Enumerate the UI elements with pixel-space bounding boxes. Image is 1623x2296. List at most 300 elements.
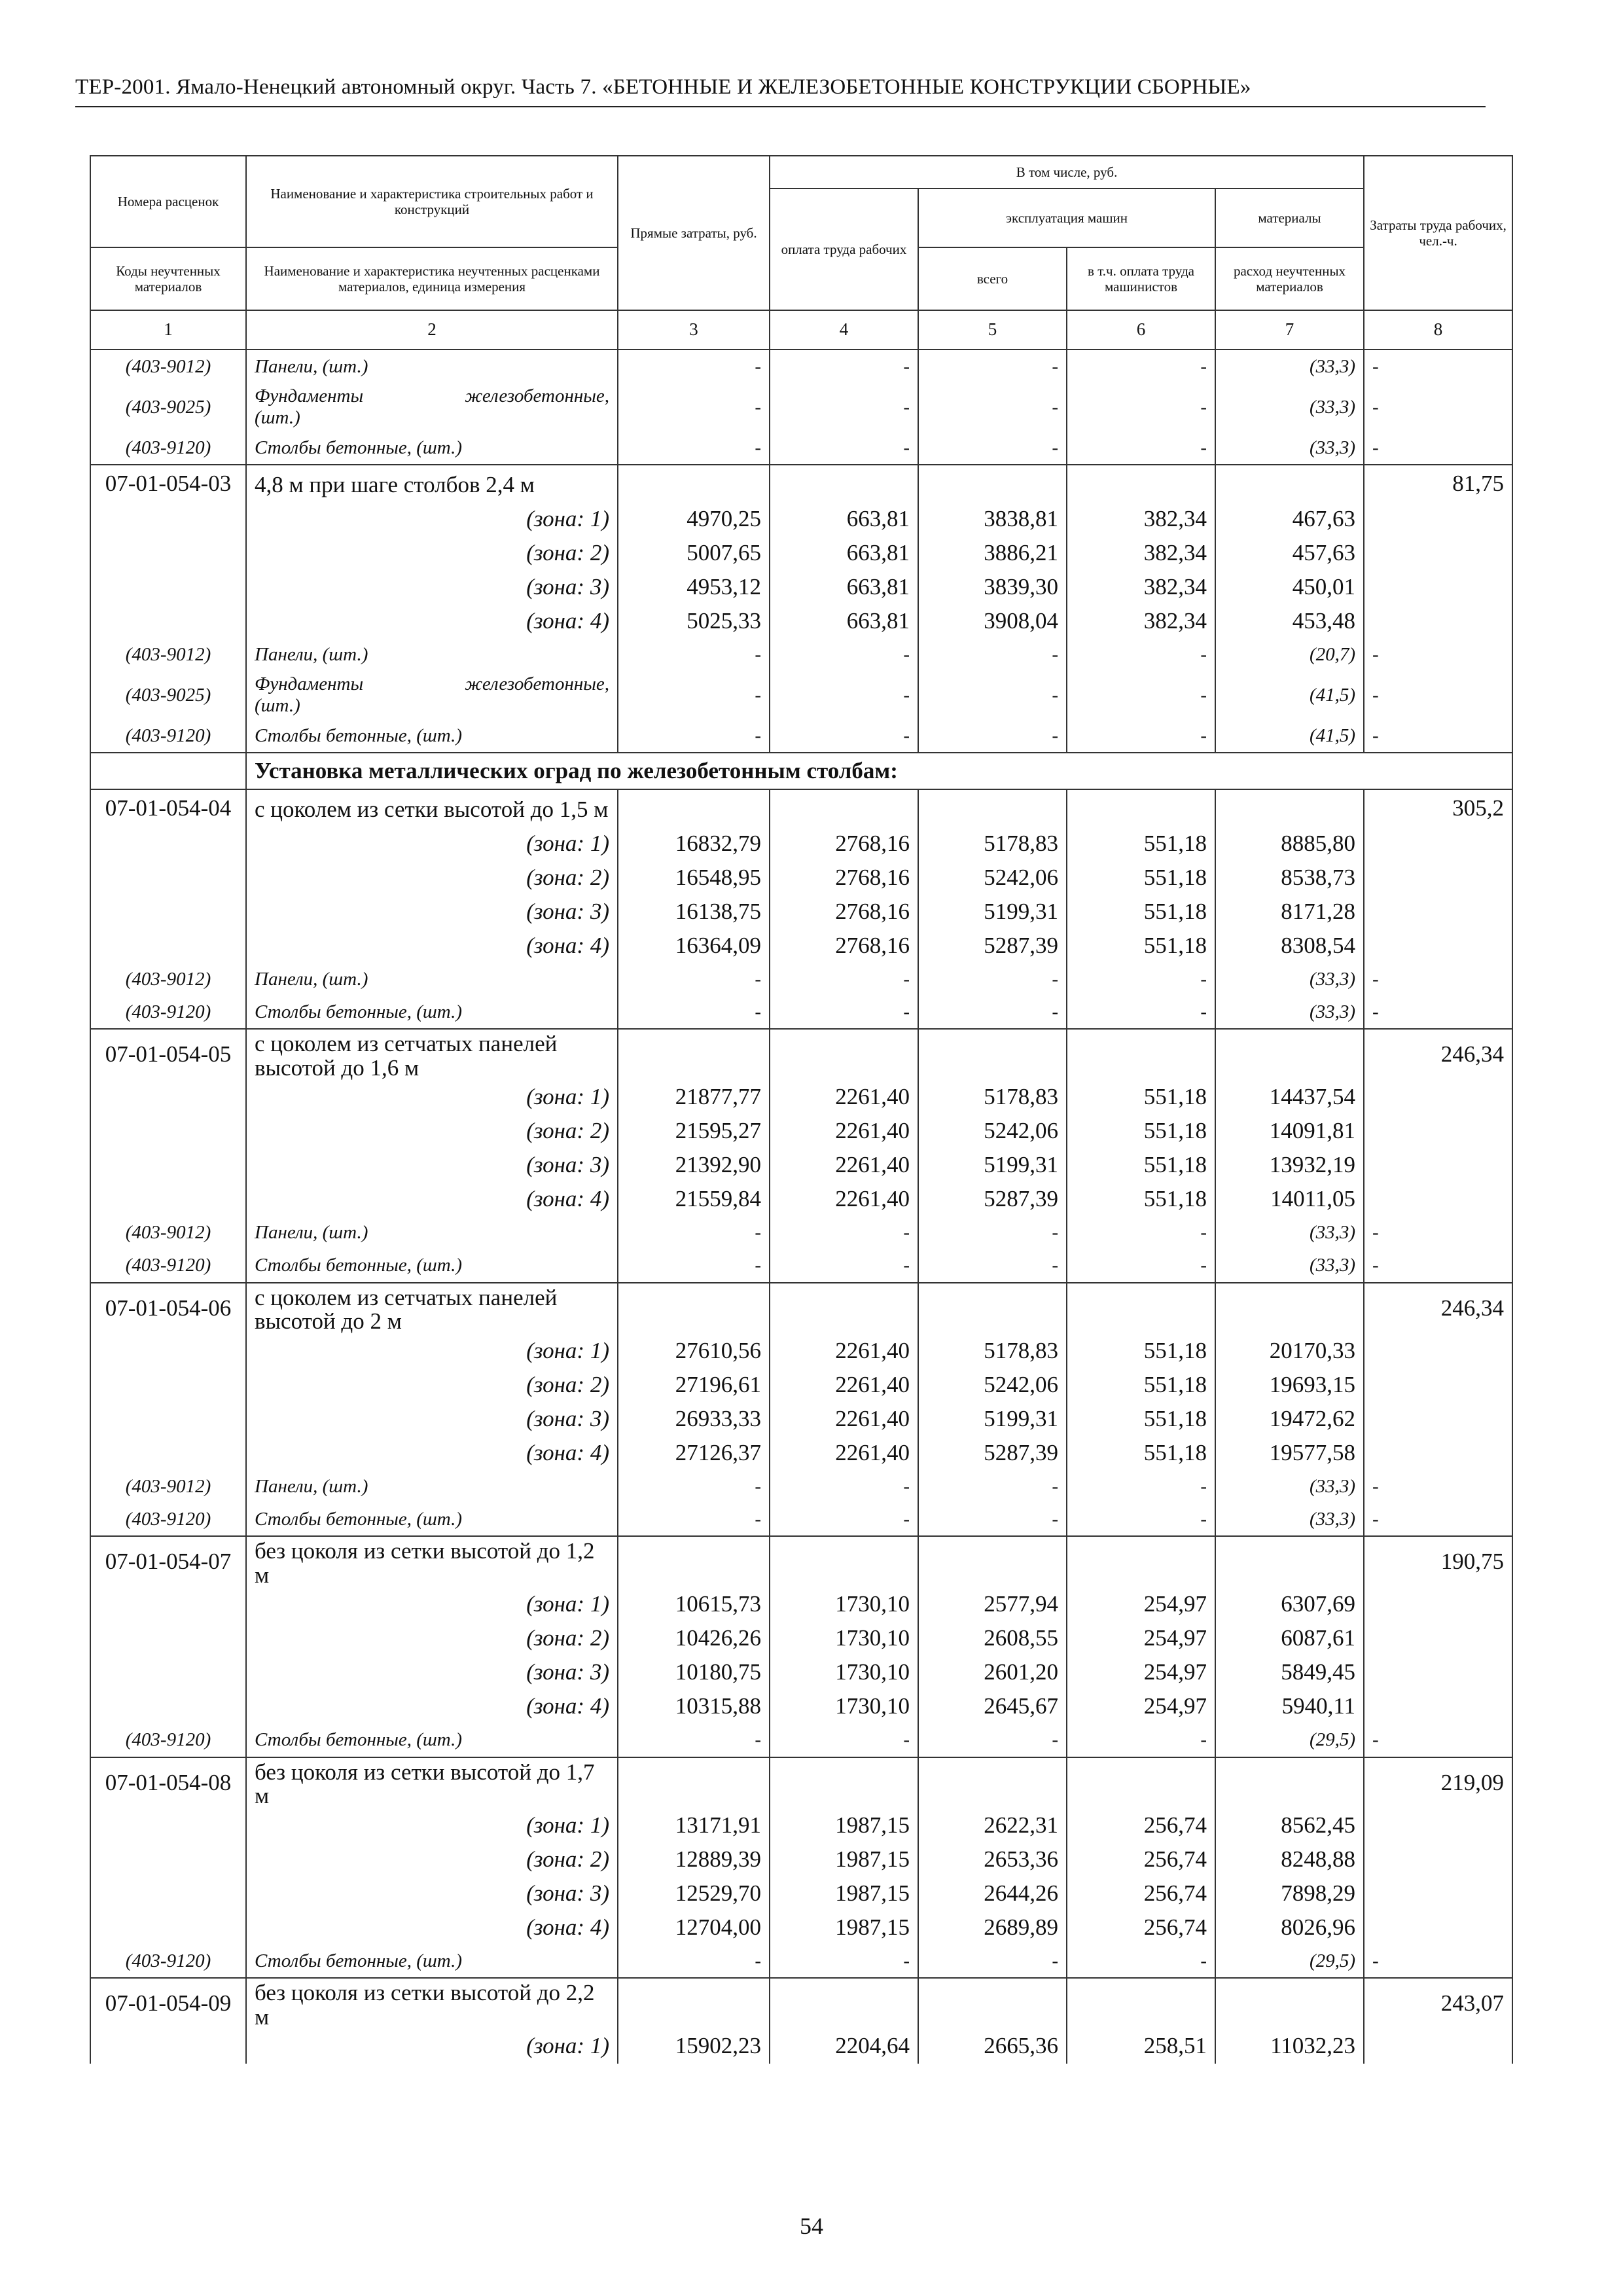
worker-pay: 1730,10 <box>770 1690 918 1724</box>
worker-pay: 2204,64 <box>770 2030 918 2064</box>
rate-title-row <box>90 465 1512 502</box>
worker-pay: - <box>770 1249 918 1283</box>
zone-row <box>90 1436 1512 1470</box>
machinist-pay: 551,18 <box>1067 895 1215 929</box>
direct-cost: 26933,33 <box>618 1402 770 1436</box>
machinist-pay: 551,18 <box>1067 929 1215 963</box>
machines-total: 2665,36 <box>918 2030 1067 2064</box>
material-name: Столбы бетонные, (шт.) <box>246 996 618 1029</box>
zone-row <box>90 2030 1512 2064</box>
material-name: Панели, (шт.) <box>246 963 618 996</box>
empty-cell <box>90 1622 246 1656</box>
zone-label: (зона: 1) <box>246 1808 618 1842</box>
zone-label: (зона: 3) <box>246 1402 618 1436</box>
labor-cost: 190,75 <box>1364 1536 1512 1588</box>
direct-cost: 16832,79 <box>618 827 770 861</box>
worker-pay: 2261,40 <box>770 1402 918 1436</box>
material-code: (403-9012) <box>90 350 246 383</box>
empty-cell <box>90 1183 246 1217</box>
machinist-pay: - <box>1067 638 1215 671</box>
empty-cell <box>918 1536 1067 1588</box>
empty-cell <box>1364 536 1512 570</box>
materials-cost: 8308,54 <box>1215 929 1364 963</box>
material-name: Столбы бетонные, (шт.) <box>246 1249 618 1283</box>
zone-label: (зона: 2) <box>246 861 618 895</box>
direct-cost: - <box>618 1724 770 1757</box>
empty-cell <box>1067 1536 1215 1588</box>
worker-pay: - <box>770 1503 918 1536</box>
rate-title-row <box>90 1029 1512 1081</box>
material-code: (403-9012) <box>90 638 246 671</box>
materials-qty: (33,3) <box>1215 1217 1364 1249</box>
machinist-pay: - <box>1067 350 1215 383</box>
empty-cell <box>1067 1029 1215 1081</box>
machines-total: 2653,36 <box>918 1842 1067 1876</box>
rate-code: 07-01-054-08 <box>90 1757 246 1809</box>
page-header: ТЕР-2001. Ямало-Ненецкий автономный округ. Часть 7. «БЕТОННЫЕ И ЖЕЛЕЗОБЕТОННЫЕ КОНСТРУКЦИИ СБОРНЫЕ» <box>75 75 1486 107</box>
rate-title-row <box>90 1978 1512 2030</box>
worker-pay: 1987,15 <box>770 1910 918 1945</box>
material-code: (403-9120) <box>90 1724 246 1757</box>
empty-cell <box>770 1978 918 2030</box>
empty-cell <box>1067 789 1215 827</box>
material-code: (403-9120) <box>90 1945 246 1978</box>
empty-cell <box>1364 1842 1512 1876</box>
column-number: 5 <box>918 310 1067 350</box>
machinist-pay: 551,18 <box>1067 1081 1215 1115</box>
col2-bottom-header: Наименование и характеристика неучтенных расценками материалов, единица измерения <box>246 247 618 310</box>
machinist-pay: - <box>1067 1249 1215 1283</box>
col4-header: оплата труда рабочих <box>770 188 918 310</box>
rate-title-row <box>90 1536 1512 1588</box>
worker-pay: 1730,10 <box>770 1622 918 1656</box>
empty-cell <box>1364 1656 1512 1690</box>
machines-total: 5287,39 <box>918 1183 1067 1217</box>
direct-cost: - <box>618 1945 770 1978</box>
material-name: Панели, (шт.) <box>246 1217 618 1249</box>
machines-total: 2577,94 <box>918 1588 1067 1622</box>
material-name: Панели, (шт.) <box>246 638 618 671</box>
machines-total: - <box>918 1724 1067 1757</box>
machinist-pay: - <box>1067 1470 1215 1503</box>
machines-total: 2622,31 <box>918 1808 1067 1842</box>
machinist-pay: 551,18 <box>1067 1149 1215 1183</box>
material-code: (403-9012) <box>90 1217 246 1249</box>
rate-code: 07-01-054-04 <box>90 789 246 827</box>
material-row <box>90 996 1512 1029</box>
material-row <box>90 1503 1512 1536</box>
machines-total: 3838,81 <box>918 502 1067 536</box>
empty-cell <box>1364 1436 1512 1470</box>
empty-cell <box>770 1029 918 1081</box>
machinist-pay: 254,97 <box>1067 1656 1215 1690</box>
material-row <box>90 638 1512 671</box>
col8-header: Затраты труда рабочих, чел.-ч. <box>1364 156 1512 310</box>
empty-cell <box>90 502 246 536</box>
labor-cost: - <box>1364 963 1512 996</box>
empty-cell <box>770 465 918 502</box>
machines-total: - <box>918 431 1067 465</box>
direct-cost: 12529,70 <box>618 1876 770 1910</box>
material-code: (403-9120) <box>90 1249 246 1283</box>
zone-label: (зона: 1) <box>246 1081 618 1115</box>
worker-pay: 2261,40 <box>770 1334 918 1368</box>
machinist-pay: 382,34 <box>1067 604 1215 638</box>
worker-pay: 663,81 <box>770 502 918 536</box>
material-name: Панели, (шт.) <box>246 1470 618 1503</box>
empty-cell <box>1067 1978 1215 2030</box>
direct-cost: - <box>618 1470 770 1503</box>
empty-cell <box>1364 1149 1512 1183</box>
empty-cell <box>90 1368 246 1402</box>
zone-row <box>90 570 1512 604</box>
column-number: 8 <box>1364 310 1512 350</box>
worker-pay: 2261,40 <box>770 1081 918 1115</box>
machinist-pay: 258,51 <box>1067 2030 1215 2064</box>
machinist-pay: - <box>1067 1503 1215 1536</box>
empty-cell <box>618 1283 770 1335</box>
machines-total: 2645,67 <box>918 1690 1067 1724</box>
empty-cell <box>1215 789 1364 827</box>
material-row <box>90 350 1512 383</box>
col2-top-header: Наименование и характеристика строительных работ и конструкций <box>246 156 618 247</box>
col7-header: расход неучтенных материалов <box>1215 247 1364 310</box>
direct-cost: - <box>618 383 770 431</box>
material-row <box>90 383 1512 431</box>
machinist-pay: 551,18 <box>1067 1183 1215 1217</box>
material-code: (403-9012) <box>90 963 246 996</box>
material-code: (403-9025) <box>90 671 246 719</box>
materials-qty: (41,5) <box>1215 719 1364 753</box>
machines-header: эксплуатация машин <box>918 188 1215 247</box>
empty-cell <box>1364 1183 1512 1217</box>
zone-row <box>90 1656 1512 1690</box>
zone-row <box>90 1402 1512 1436</box>
zone-label: (зона: 3) <box>246 1876 618 1910</box>
machines-total: 5242,06 <box>918 861 1067 895</box>
rate-code: 07-01-054-05 <box>90 1029 246 1081</box>
direct-cost: - <box>618 719 770 753</box>
material-name-part: Фундаменты <box>255 385 364 406</box>
labor-cost: - <box>1364 431 1512 465</box>
zone-label: (зона: 3) <box>246 1656 618 1690</box>
labor-cost: - <box>1364 1217 1512 1249</box>
empty-cell <box>1215 465 1364 502</box>
direct-cost: 10315,88 <box>618 1690 770 1724</box>
empty-cell <box>770 1283 918 1335</box>
labor-cost: - <box>1364 638 1512 671</box>
direct-cost: - <box>618 1249 770 1283</box>
machines-total: - <box>918 383 1067 431</box>
machinist-pay: 551,18 <box>1067 827 1215 861</box>
zone-row <box>90 1808 1512 1842</box>
zone-row <box>90 861 1512 895</box>
zone-row <box>90 1183 1512 1217</box>
material-name: Панели, (шт.) <box>246 350 618 383</box>
materials-cost: 20170,33 <box>1215 1334 1364 1368</box>
empty-cell <box>90 1588 246 1622</box>
direct-cost: 5007,65 <box>618 536 770 570</box>
material-name-part: Фундаменты <box>255 673 364 694</box>
material-code: (403-9012) <box>90 1470 246 1503</box>
material-code: (403-9120) <box>90 719 246 753</box>
material-name: Столбы бетонные, (шт.) <box>246 1945 618 1978</box>
machines-total: - <box>918 963 1067 996</box>
empty-cell <box>90 1876 246 1910</box>
rate-title: без цоколя из сетки высотой до 1,7 м <box>246 1757 618 1809</box>
material-name: Столбы бетонные, (шт.) <box>246 1724 618 1757</box>
material-row <box>90 1249 1512 1283</box>
col3-header: Прямые затраты, руб. <box>618 156 770 310</box>
page-number: 54 <box>800 2213 823 2239</box>
worker-pay: 2261,40 <box>770 1436 918 1470</box>
direct-cost: 27610,56 <box>618 1334 770 1368</box>
machines-total: 5178,83 <box>918 1334 1067 1368</box>
worker-pay: - <box>770 383 918 431</box>
labor-cost: 305,2 <box>1364 789 1512 827</box>
machines-total: 5199,31 <box>918 1402 1067 1436</box>
machinist-pay: 551,18 <box>1067 1334 1215 1368</box>
machines-total: 3839,30 <box>918 570 1067 604</box>
direct-cost: - <box>618 963 770 996</box>
empty-cell <box>1215 1978 1364 2030</box>
empty-cell <box>1364 1622 1512 1656</box>
direct-cost: - <box>618 638 770 671</box>
machines-total: - <box>918 1945 1067 1978</box>
material-row <box>90 1470 1512 1503</box>
worker-pay: - <box>770 1724 918 1757</box>
worker-pay: 1987,15 <box>770 1808 918 1842</box>
worker-pay: 1987,15 <box>770 1842 918 1876</box>
materials-cost: 19577,58 <box>1215 1436 1364 1470</box>
labor-cost: - <box>1364 383 1512 431</box>
materials-cost: 5940,11 <box>1215 1690 1364 1724</box>
direct-cost: 5025,33 <box>618 604 770 638</box>
direct-cost: 16364,09 <box>618 929 770 963</box>
empty-cell <box>1364 604 1512 638</box>
materials-qty: (33,3) <box>1215 1249 1364 1283</box>
zone-row <box>90 1588 1512 1622</box>
column-number: 6 <box>1067 310 1215 350</box>
zone-label: (зона: 1) <box>246 1588 618 1622</box>
materials-cost: 8026,96 <box>1215 1910 1364 1945</box>
materials-cost: 453,48 <box>1215 604 1364 638</box>
materials-cost: 14437,54 <box>1215 1081 1364 1115</box>
machinist-pay: 256,74 <box>1067 1910 1215 1945</box>
machinist-pay: 551,18 <box>1067 1115 1215 1149</box>
materials-cost: 13932,19 <box>1215 1149 1364 1183</box>
machinist-pay: 382,34 <box>1067 536 1215 570</box>
empty-cell <box>918 1029 1067 1081</box>
empty-cell <box>90 1149 246 1183</box>
machines-total: - <box>918 996 1067 1029</box>
worker-pay: 2261,40 <box>770 1183 918 1217</box>
machines-total: 3886,21 <box>918 536 1067 570</box>
rate-title-row <box>90 789 1512 827</box>
materials-qty: (33,3) <box>1215 1470 1364 1503</box>
zone-row <box>90 1690 1512 1724</box>
materials-qty: (41,5) <box>1215 671 1364 719</box>
materials-qty: (33,3) <box>1215 963 1364 996</box>
empty-cell <box>618 1757 770 1809</box>
zone-label: (зона: 2) <box>246 1115 618 1149</box>
direct-cost: - <box>618 671 770 719</box>
empty-cell <box>1215 1536 1364 1588</box>
direct-cost: 12889,39 <box>618 1842 770 1876</box>
worker-pay: - <box>770 719 918 753</box>
zone-label: (зона: 1) <box>246 1334 618 1368</box>
empty-cell <box>1364 1588 1512 1622</box>
empty-cell <box>90 1334 246 1368</box>
direct-cost: 21392,90 <box>618 1149 770 1183</box>
direct-cost: - <box>618 431 770 465</box>
rate-code: 07-01-054-07 <box>90 1536 246 1588</box>
empty-cell <box>1215 1757 1364 1809</box>
machines-total: - <box>918 638 1067 671</box>
worker-pay: - <box>770 963 918 996</box>
worker-pay: - <box>770 996 918 1029</box>
machinist-pay: 382,34 <box>1067 502 1215 536</box>
table-header <box>90 156 1512 350</box>
machinist-pay: 551,18 <box>1067 1436 1215 1470</box>
materials-qty: (33,3) <box>1215 383 1364 431</box>
machines-total: - <box>918 1470 1067 1503</box>
empty-cell <box>90 1081 246 1115</box>
empty-cell <box>1364 827 1512 861</box>
empty-cell <box>918 1283 1067 1335</box>
empty-cell <box>90 1656 246 1690</box>
zone-row <box>90 604 1512 638</box>
worker-pay: 2261,40 <box>770 1368 918 1402</box>
machinist-pay: 382,34 <box>1067 570 1215 604</box>
labor-cost: - <box>1364 1503 1512 1536</box>
zone-label: (зона: 2) <box>246 536 618 570</box>
empty-cell <box>1215 1029 1364 1081</box>
zone-row <box>90 1910 1512 1945</box>
worker-pay: 1987,15 <box>770 1876 918 1910</box>
materials-cost: 8538,73 <box>1215 861 1364 895</box>
zone-row <box>90 1368 1512 1402</box>
machines-total: 2608,55 <box>918 1622 1067 1656</box>
empty-cell <box>1067 1757 1215 1809</box>
materials-qty: (33,3) <box>1215 1503 1364 1536</box>
empty-cell <box>90 1910 246 1945</box>
rate-title-row <box>90 1757 1512 1809</box>
empty-cell <box>1067 465 1215 502</box>
empty-cell <box>90 2030 246 2064</box>
rate-title: без цоколя из сетки высотой до 1,2 м <box>246 1536 618 1588</box>
machines-total: - <box>918 1217 1067 1249</box>
machinist-pay: - <box>1067 719 1215 753</box>
direct-cost: - <box>618 996 770 1029</box>
machinist-pay: 256,74 <box>1067 1876 1215 1910</box>
empty-cell <box>618 1978 770 2030</box>
machines-total: - <box>918 671 1067 719</box>
direct-cost: 16138,75 <box>618 895 770 929</box>
material-name <box>246 671 618 719</box>
materials-cost: 14011,05 <box>1215 1183 1364 1217</box>
direct-cost: 13171,91 <box>618 1808 770 1842</box>
empty-cell <box>90 895 246 929</box>
zone-label: (зона: 4) <box>246 1436 618 1470</box>
labor-cost: - <box>1364 719 1512 753</box>
zone-row <box>90 1876 1512 1910</box>
empty-cell <box>1364 1368 1512 1402</box>
zone-label: (зона: 3) <box>246 895 618 929</box>
materials-cost: 8562,45 <box>1215 1808 1364 1842</box>
materials-cost: 14091,81 <box>1215 1115 1364 1149</box>
worker-pay: 2768,16 <box>770 827 918 861</box>
materials-cost: 8171,28 <box>1215 895 1364 929</box>
rates-table <box>90 155 1513 2064</box>
labor-cost: - <box>1364 350 1512 383</box>
worker-pay: 663,81 <box>770 604 918 638</box>
materials-header: материалы <box>1215 188 1364 247</box>
machinist-pay: - <box>1067 1217 1215 1249</box>
direct-cost: 21595,27 <box>618 1115 770 1149</box>
labor-cost: - <box>1364 1724 1512 1757</box>
machines-total: 5287,39 <box>918 929 1067 963</box>
direct-cost: - <box>618 1503 770 1536</box>
column-numbers-row <box>90 310 1512 350</box>
materials-cost: 450,01 <box>1215 570 1364 604</box>
empty-cell <box>90 1436 246 1470</box>
labor-cost: 219,09 <box>1364 1757 1512 1809</box>
machinist-pay: 254,97 <box>1067 1622 1215 1656</box>
empty-cell <box>1364 502 1512 536</box>
material-name: Столбы бетонные, (шт.) <box>246 431 618 465</box>
empty-cell <box>90 604 246 638</box>
material-row <box>90 963 1512 996</box>
direct-cost: 27196,61 <box>618 1368 770 1402</box>
empty-cell <box>1364 2030 1512 2064</box>
empty-cell <box>1364 895 1512 929</box>
material-name-part: (шт.) <box>255 407 300 428</box>
material-row <box>90 1217 1512 1249</box>
material-name: Столбы бетонные, (шт.) <box>246 1503 618 1536</box>
column-number: 7 <box>1215 310 1364 350</box>
machines-total: 5242,06 <box>918 1368 1067 1402</box>
materials-cost: 19693,15 <box>1215 1368 1364 1402</box>
direct-cost: 15902,23 <box>618 2030 770 2064</box>
materials-qty: (33,3) <box>1215 996 1364 1029</box>
zone-row <box>90 1115 1512 1149</box>
empty-cell <box>618 1029 770 1081</box>
machinist-pay: - <box>1067 383 1215 431</box>
empty-cell <box>1364 1402 1512 1436</box>
material-row <box>90 1724 1512 1757</box>
materials-cost: 7898,29 <box>1215 1876 1364 1910</box>
material-name: Столбы бетонные, (шт.) <box>246 719 618 753</box>
zone-label: (зона: 2) <box>246 1622 618 1656</box>
empty-cell <box>90 1690 246 1724</box>
direct-cost: 12704,00 <box>618 1910 770 1945</box>
material-name <box>246 383 618 431</box>
empty-cell <box>1364 1081 1512 1115</box>
direct-cost: 21559,84 <box>618 1183 770 1217</box>
worker-pay: - <box>770 1470 918 1503</box>
column-number: 3 <box>618 310 770 350</box>
col6-header: в т.ч. оплата труда машинистов <box>1067 247 1215 310</box>
empty-cell <box>618 465 770 502</box>
labor-cost: - <box>1364 671 1512 719</box>
zone-row <box>90 895 1512 929</box>
rate-title: с цоколем из сетчатых панелей высотой до 2 м <box>246 1283 618 1335</box>
material-row <box>90 719 1512 753</box>
labor-cost: 243,07 <box>1364 1978 1512 2030</box>
direct-cost: 4953,12 <box>618 570 770 604</box>
material-code: (403-9025) <box>90 383 246 431</box>
